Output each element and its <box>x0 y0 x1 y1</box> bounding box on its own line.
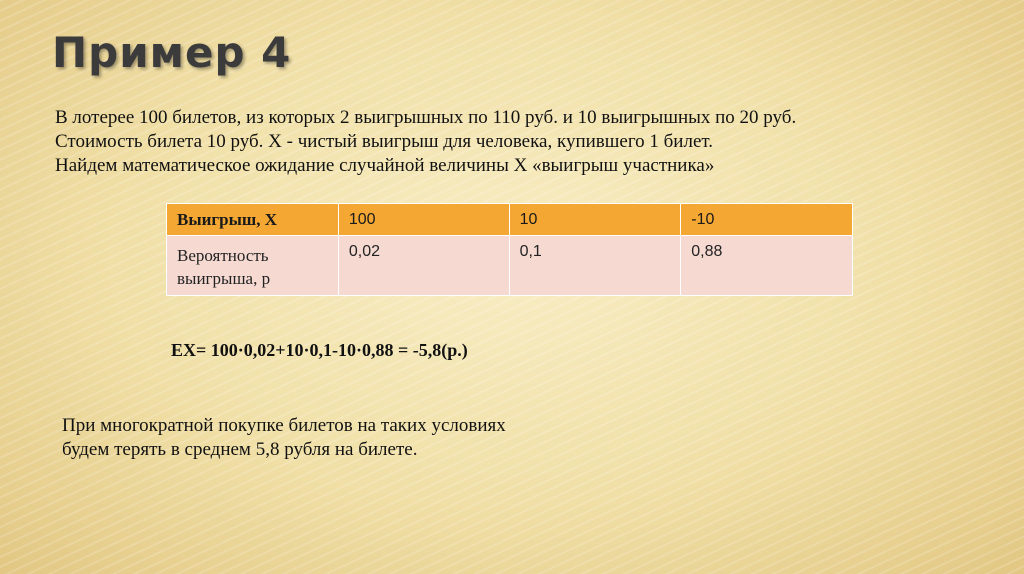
problem-line: Стоимость билета 10 руб. Х - чистый выигрыш для человека, купившего 1 билет. <box>55 131 714 152</box>
conclusion-text <box>62 414 622 462</box>
header-cell: 100 <box>338 204 509 236</box>
problem-line: Найдем математическое ожидание случайной величины Х «выигрыш участника» <box>55 155 715 176</box>
value-cell: 0,88 <box>681 236 853 296</box>
header-cell: 10 <box>509 204 681 236</box>
problem-line: В лотерее 100 билетов, из которых 2 выигрышных по 110 руб. и 10 выигрышных по 20 руб. <box>55 107 797 128</box>
conclusion-line: При многократной покупке билетов на таких условиях <box>62 415 506 436</box>
table-header-row <box>167 204 853 236</box>
row-label-line: выигрыша, р <box>177 269 271 288</box>
row-label-line: Вероятность <box>177 246 269 265</box>
header-cell: Выигрыш, Х <box>167 204 339 236</box>
distribution-table <box>166 203 853 296</box>
value-cell: 0,02 <box>338 236 509 296</box>
header-cell: -10 <box>681 204 853 236</box>
conclusion-line: будем терять в среднем 5,8 рубля на билете. <box>62 439 418 460</box>
table-row <box>167 236 853 296</box>
slide-title: Пример 4 <box>52 28 292 77</box>
value-cell: 0,1 <box>509 236 681 296</box>
expectation-formula: ЕХ= 100·0,02+10·0,1-10·0,88 = -5,8(р.) <box>171 340 468 360</box>
row-label-cell <box>167 236 339 296</box>
problem-statement <box>55 106 975 178</box>
